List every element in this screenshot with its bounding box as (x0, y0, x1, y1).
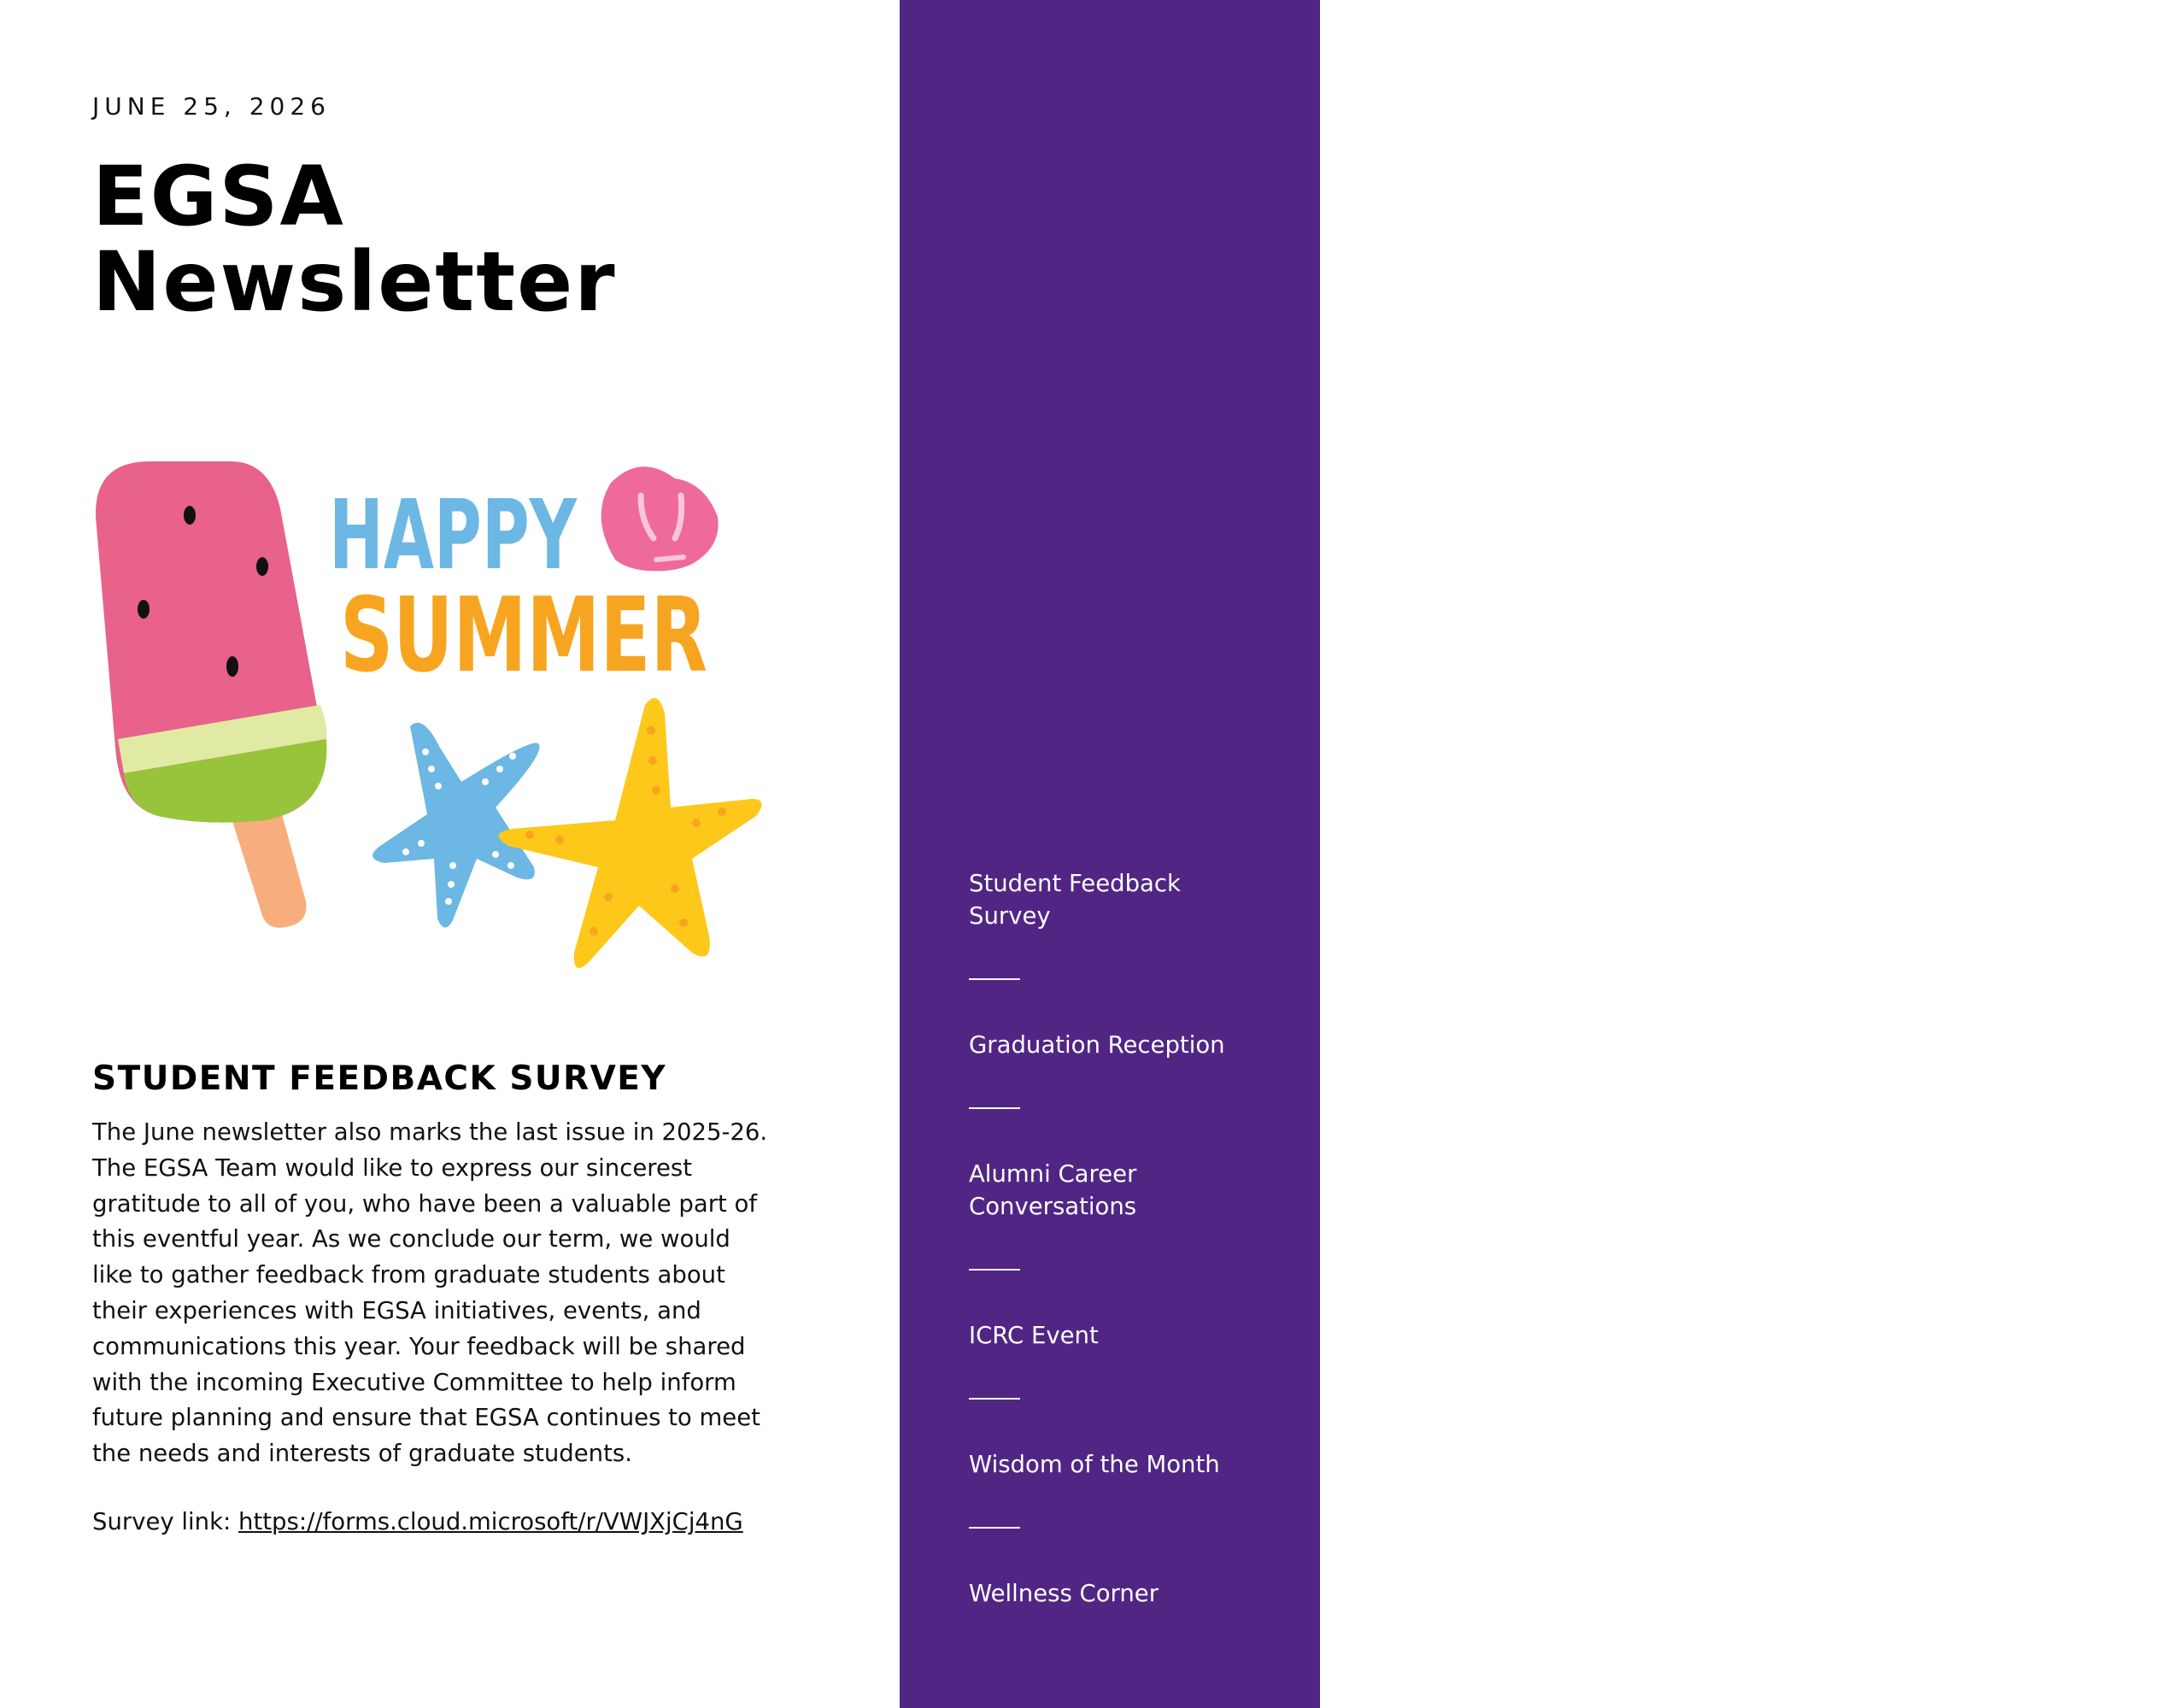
article-heading: STUDENT FEEDBACK SURVEY (92, 1059, 667, 1098)
highlights-heading (1869, 707, 2159, 827)
highlights-list (969, 867, 1259, 1610)
title-line-1: EGSA (92, 149, 345, 244)
survey-link[interactable]: https://forms.cloud.microsoft/r/VWJXjCj4nG (238, 1508, 743, 1535)
article-body: The June newsletter also marks the last issue in 2025-26. The EGSA Team would like to express our sincerest gratitude to all of you, who have been a valuable part of this eventful year. As we conclude our term, we would like to gather feedback from graduate students about their experiences with EGSA initiatives, events, and communications this year. Your feedback will be shared with the incoming Executive Committee to help inform future planning and ensure that EGSA continues to meet the needs and interests of graduate students. (92, 1118, 768, 1468)
happy-text: HAPPY (329, 480, 578, 591)
highlight-item-wisdom-of-the-month[interactable]: Wisdom of the Month (969, 1451, 1220, 1478)
yellow-starfish-icon (499, 698, 762, 968)
highlight-item-graduation-reception[interactable]: Graduation Reception (969, 1031, 1225, 1059)
main-column (0, 0, 900, 1708)
newsletter-title (92, 149, 776, 330)
highlight-item-wellness-corner[interactable]: Wellness Corner (969, 1580, 1159, 1607)
seashell-icon (601, 467, 719, 571)
highlight-item-icrc-event[interactable]: ICRC Event (969, 1322, 1099, 1349)
highlight-item-alumni-career-conversations[interactable]: Alumni Career Conversations (969, 1160, 1137, 1220)
highlight-divider (969, 1107, 1020, 1109)
watermelon-popsicle-icon (96, 461, 326, 928)
highlight-item-student-feedback-survey[interactable]: Student Feedback Survey (969, 870, 1181, 930)
issue-date: JUNE 25, 2026 (92, 92, 331, 120)
survey-line (92, 1508, 743, 1535)
highlights-heading-line-2: Highlights (1869, 775, 2086, 819)
survey-label: Survey link: (92, 1508, 239, 1535)
happy-summer-illustration (85, 457, 769, 970)
summer-text: SUMMER (340, 577, 707, 696)
highlight-divider (969, 1398, 1020, 1400)
highlight-divider (969, 978, 1020, 980)
highlight-divider (969, 1527, 1020, 1529)
blue-starfish-icon (373, 723, 539, 928)
highlights-heading-line-1: Newsletter (1869, 715, 2102, 759)
highlight-divider (969, 1269, 1020, 1271)
title-line-2: Newsletter (92, 234, 617, 330)
